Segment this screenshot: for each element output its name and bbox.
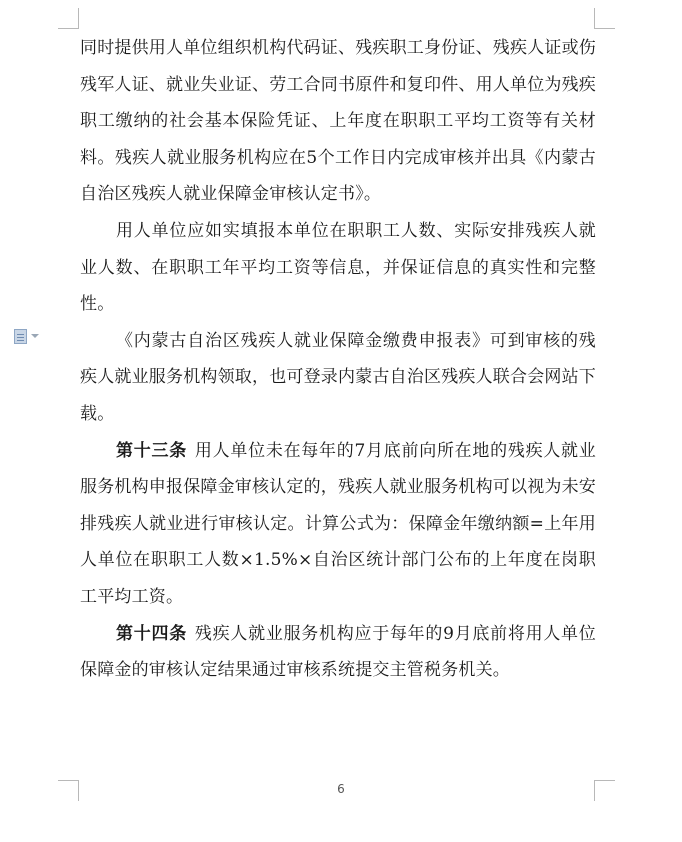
document-icon [14,329,27,344]
chevron-down-icon [31,334,39,338]
page-number: 6 [337,782,345,796]
paragraph[interactable] [80,323,596,433]
paragraph-options-icon[interactable] [14,326,48,346]
article-number: 第十四条 [116,623,187,644]
paragraph-text: 《内蒙古自治区残疾人就业保障金缴费申报表》可到审核的残疾人就业服务机构领取，也可登录内蒙古自治区残疾人联合会网站下载。 [80,330,596,424]
crop-mark-top-right [594,8,615,29]
paragraph-text: 残疾人就业服务机构应于每年的9月底前将用人单位保障金的审核认定结果通过审核系统提交主管税务机关。 [80,623,596,681]
paragraph[interactable] [80,433,596,616]
crop-mark-top-left [58,8,79,29]
paragraph[interactable] [80,30,596,213]
paragraph-text: 同时提供用人单位组织机构代码证、残疾职工身份证、残疾人证或伤残军人证、就业失业证、劳工合同书原件和复印件、用人单位为残疾职工缴纳的社会基本保险凭证、上年度在职职工平均工资等有关材料。残疾人就业服务机构应在5个工作日内完成审核并出具《内蒙古自治区残疾人就业保障金审核认定书》。 [80,38,596,205]
paragraph-text: 用人单位未在每年的7月底前向所在地的残疾人就业服务机构申报保障金审核认定的，残疾人就业服务机构可以视为未安排残疾人就业进行审核认定。计算公式为：保障金年缴纳额=上年用人单位在职职工人数×1.5%×自治区统计部门公布的上年度在岗职工平均工资。 [80,440,596,607]
article-number: 第十三条 [116,440,187,461]
paragraph-text: 用人单位应如实填报本单位在职职工人数、实际安排残疾人就业人数、在职职工年平均工资等信息，并保证信息的真实性和完整性。 [80,220,596,315]
paragraph[interactable] [80,213,596,323]
paragraph[interactable] [80,616,596,689]
document-body[interactable] [80,30,596,689]
